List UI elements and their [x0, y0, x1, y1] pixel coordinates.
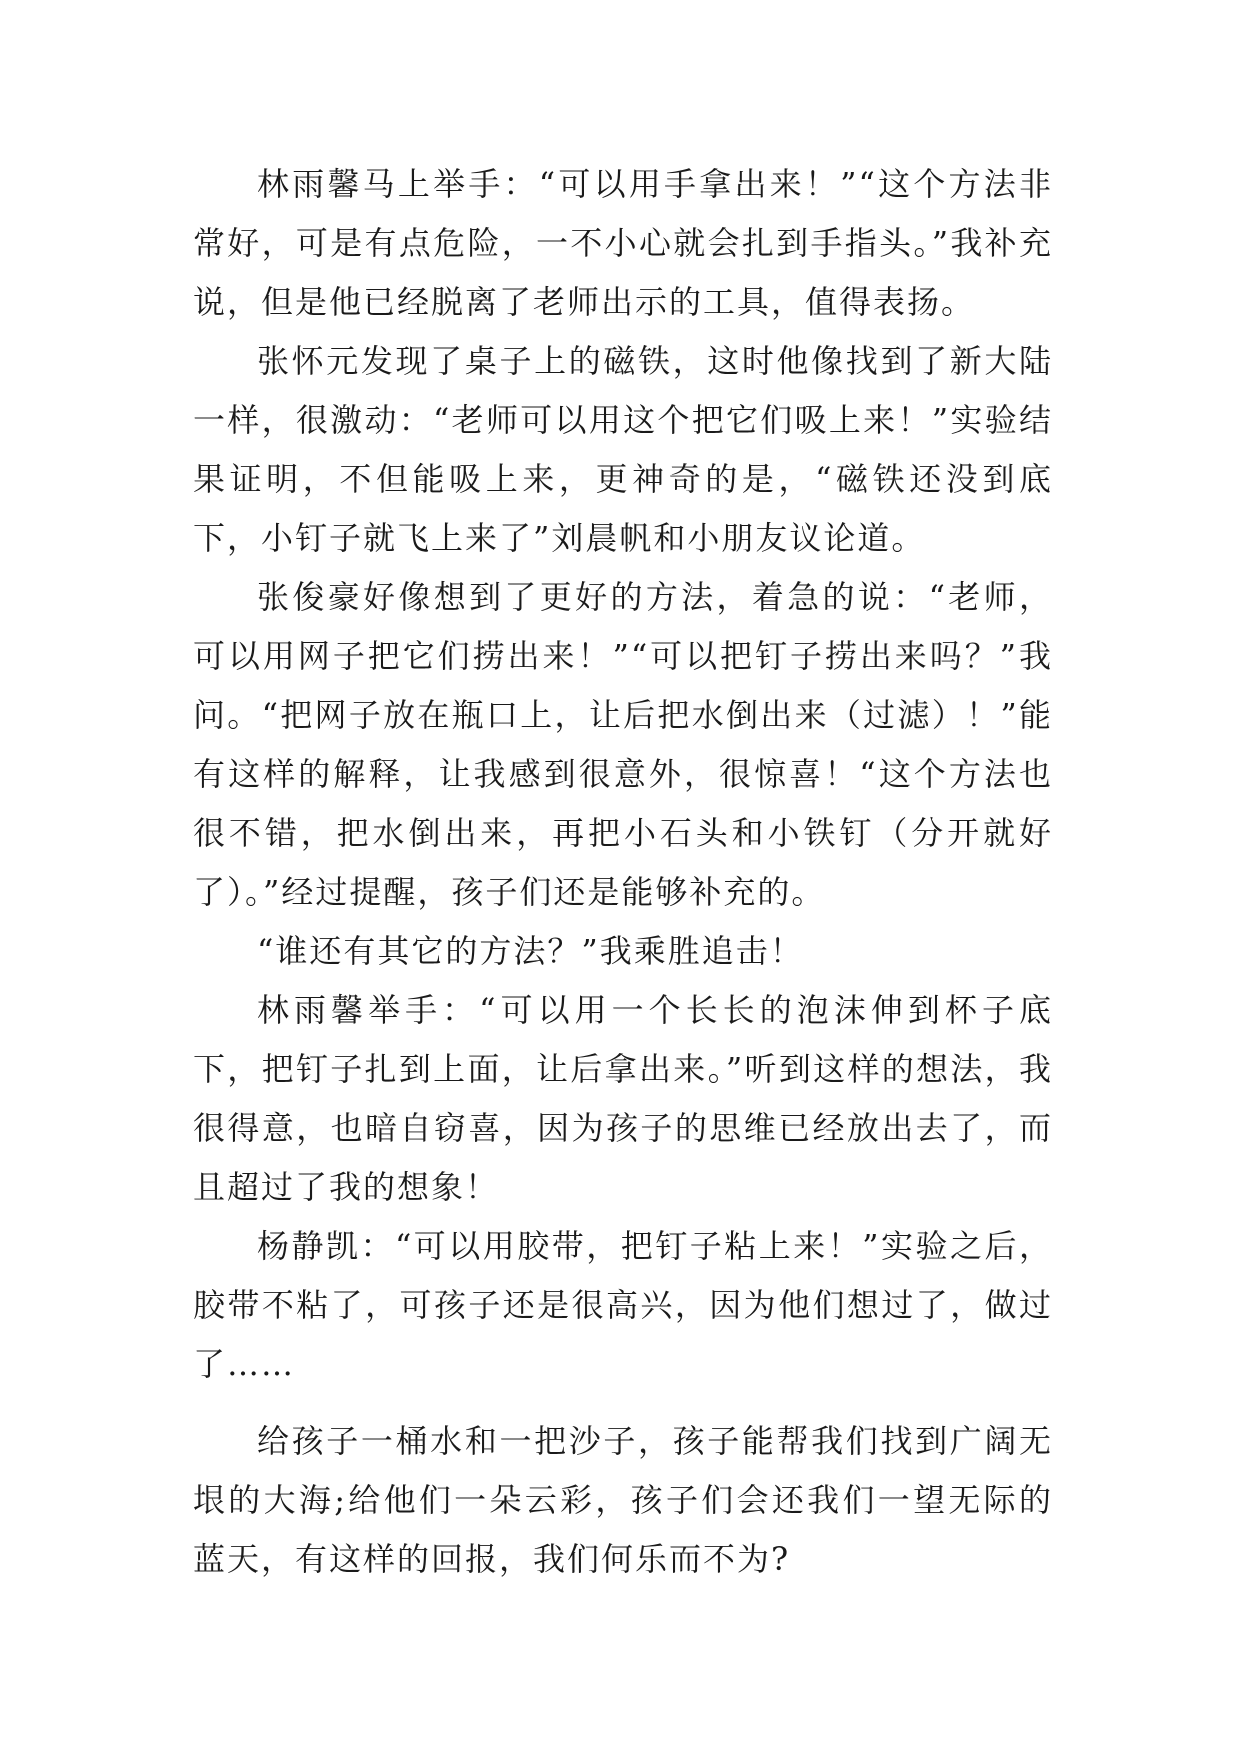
- paragraph-2: 张怀元发现了桌子上的磁铁，这时他像找到了新大陆一样，很激动：“老师可以用这个把它们吸上来！”实验结果证明，不但能吸上来，更神奇的是，“磁铁还没到底下，小钉子就飞上来了”刘晨帆和小朋友议论道。: [193, 342, 1053, 557]
- paragraph-6: 杨静凯：“可以用胶带，把钉子粘上来！”实验之后，胶带不粘了，可孩子还是很高兴，因为他们想过了，做过了……: [193, 1227, 1053, 1383]
- paragraph-5: 林雨馨举手：“可以用一个长长的泡沫伸到杯子底下，把钉子扎到上面，让后拿出来。”听到这样的想法，我很得意，也暗自窃喜，因为孩子的思维已经放出去了，而且超过了我的想象！: [193, 991, 1053, 1206]
- paragraph-7: 给孩子一桶水和一把沙子，孩子能帮我们找到广阔无垠的大海;给他们一朵云彩，孩子们会还我们一望无际的蓝天，有这样的回报，我们何乐而不为?: [193, 1422, 1053, 1578]
- paragraph-1: 林雨馨马上举手：“可以用手拿出来！”“这个方法非常好，可是有点危险，一不小心就会扎到手指头。”我补充说，但是他已经脱离了老师出示的工具，值得表扬。: [193, 165, 1053, 321]
- paragraph-3: 张俊豪好像想到了更好的方法，着急的说：“老师，可以用网子把它们捞出来！”“可以把钉子捞出来吗？”我问。“把网子放在瓶口上，让后把水倒出来（过滤）！”能有这样的解释，让我感到很意外，很惊喜！“这个方法也很不错，把水倒出来，再把小石头和小铁钉（分开就好了）。”经过提醒，孩子们还是能够补充的。: [193, 578, 1053, 911]
- paragraph-4: “谁还有其它的方法？”我乘胜追击！: [257, 932, 804, 970]
- document-body: [193, 155, 1053, 1589]
